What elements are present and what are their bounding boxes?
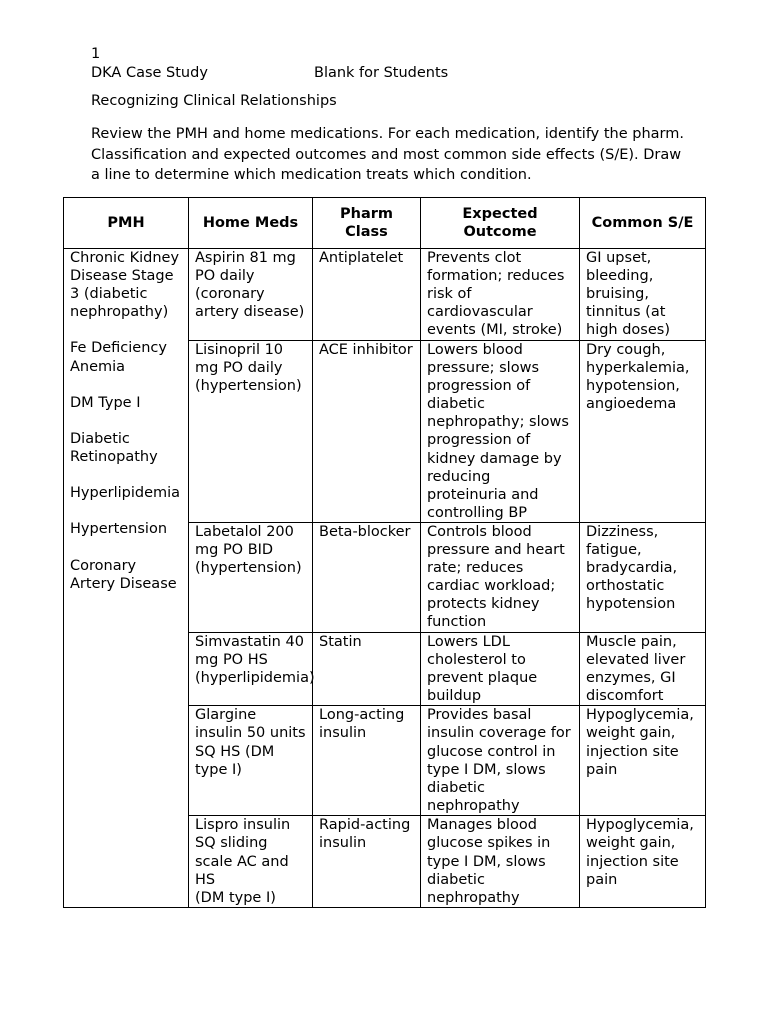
- pmh-item: Fe Deficiency Anemia: [70, 340, 167, 375]
- side-effects-cell: Muscle pain, elevated liver enzymes, GI discomfort: [580, 632, 706, 705]
- home-med-cell: Lispro insulin SQ sliding scale AC and HS (DM type I): [189, 816, 313, 907]
- pmh-item: Coronary Artery Disease: [70, 557, 177, 592]
- header-pmh: PMH: [64, 198, 189, 249]
- side-effects-cell: GI upset, bleeding, bruising, tinnitus (at high doses): [580, 249, 706, 341]
- pharm-class-cell: Rapid-acting insulin: [313, 816, 421, 907]
- home-med-cell: Labetalol 200 mg PO BID (hypertension): [189, 522, 313, 632]
- pmh-cell: [64, 249, 189, 908]
- document-title: DKA Case Study: [91, 65, 208, 81]
- home-med-cell: Simvastatin 40 mg PO HS (hyperlipidemia): [189, 632, 313, 705]
- side-effects-cell: Dizziness, fatigue, bradycardia, orthostatic hypotension: [580, 522, 706, 632]
- section-title: Recognizing Clinical Relationships: [91, 93, 337, 109]
- header-home-meds: Home Meds: [189, 198, 313, 249]
- pharm-class-cell: Long-acting insulin: [313, 706, 421, 816]
- document-header: [91, 64, 651, 82]
- pmh-item: Diabetic Retinopathy: [70, 430, 158, 466]
- table-header-row: [64, 198, 706, 249]
- table-body: [64, 249, 706, 908]
- pharm-class-cell: Statin: [313, 632, 421, 705]
- pharm-class-cell: Antiplatelet: [313, 249, 421, 341]
- side-effects-cell: Hypoglycemia, weight gain, injection site pain: [580, 706, 706, 816]
- home-med-cell: Lisinopril 10 mg PO daily (hypertension): [189, 341, 313, 523]
- header-common-se: Common S/E: [580, 198, 706, 249]
- table-row: [64, 249, 706, 341]
- pharm-class-cell: Beta-blocker: [313, 522, 421, 632]
- pmh-item: Chronic Kidney Disease Stage 3 (diabetic nephropathy): [70, 250, 180, 321]
- header-expected-outcome: Expected Outcome: [421, 198, 580, 249]
- page-number: 1: [91, 46, 101, 62]
- pharm-class-cell: ACE inhibitor: [313, 341, 421, 523]
- side-effects-cell: Hypoglycemia, weight gain, injection site pain: [580, 816, 706, 907]
- expected-outcome-cell: Prevents clot formation; reduces risk of cardiovascular events (MI, stroke): [421, 249, 580, 341]
- expected-outcome-cell: Manages blood glucose spikes in type I DM, slows diabetic nephropathy: [421, 816, 580, 907]
- header-pharm-class: Pharm Class: [313, 198, 421, 249]
- home-med-cell: Glargine insulin 50 units SQ HS (DM type I): [189, 706, 313, 816]
- pmh-list: [70, 249, 182, 593]
- pmh-item: DM Type I: [70, 394, 141, 411]
- expected-outcome-cell: Lowers LDL cholesterol to prevent plaque buildup: [421, 632, 580, 705]
- pmh-item: Hyperlipidemia: [70, 485, 181, 502]
- document-subtitle: Blank for Students: [314, 65, 449, 81]
- expected-outcome-cell: Controls blood pressure and heart rate; reduces cardiac workload; protects kidney function: [421, 522, 580, 632]
- expected-outcome-cell: Lowers blood pressure; slows progression of diabetic nephropathy; slows progression of kidney damage by reducing proteinuria and controlling BP: [421, 341, 580, 523]
- pmh-item: Hypertension: [70, 521, 168, 538]
- home-med-cell: Aspirin 81 mg PO daily (coronary artery disease): [189, 249, 313, 341]
- expected-outcome-cell: Provides basal insulin coverage for glucose control in type I DM, slows diabetic nephropathy: [421, 706, 580, 816]
- medication-table: [63, 197, 706, 908]
- side-effects-cell: Dry cough, hyperkalemia, hypotension, angioedema: [580, 341, 706, 523]
- instructions-paragraph: Review the PMH and home medications. For each medication, identify the pharm. Classification and expected outcomes and most common side effects (S/E). Draw a line to determine which medication treats which condition.: [91, 126, 684, 183]
